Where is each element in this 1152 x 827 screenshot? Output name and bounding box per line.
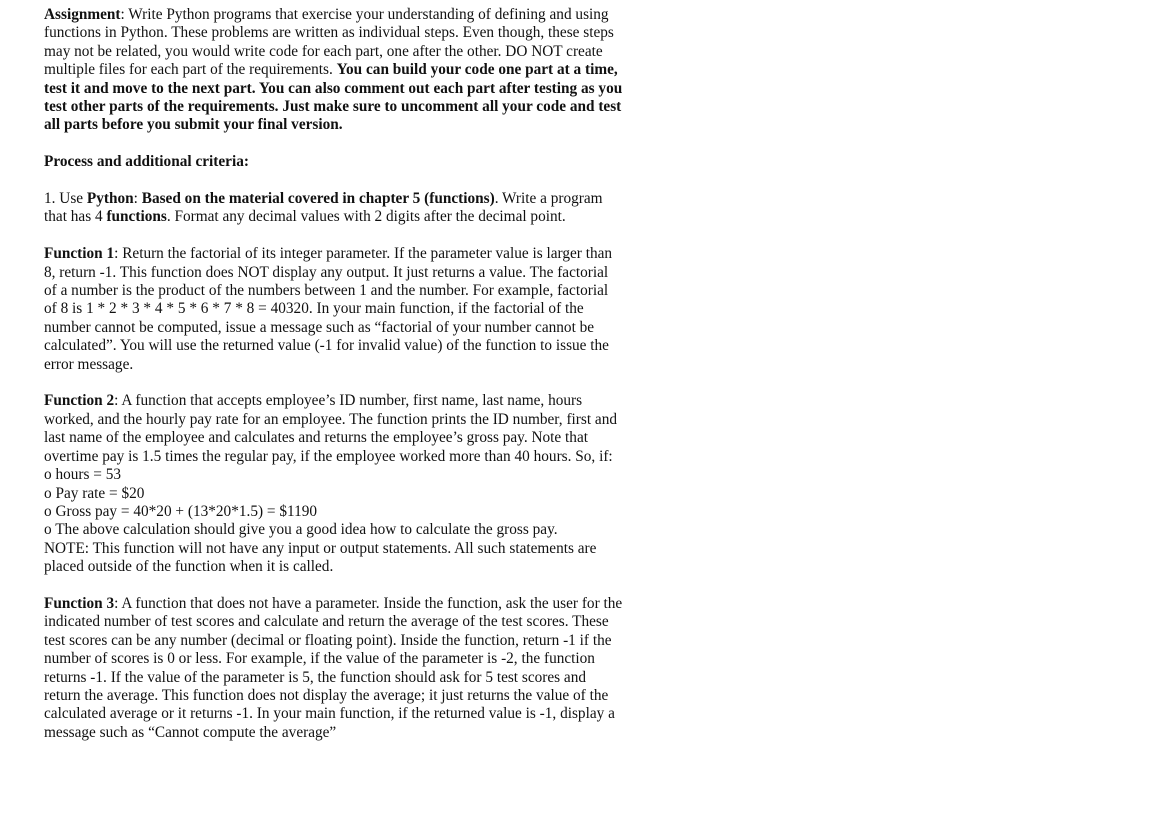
function2-bullet: o hours = 53 — [44, 466, 122, 484]
process-heading — [44, 153, 624, 171]
function2-bullet: o Pay rate = $20 — [44, 484, 145, 502]
function1-paragraph — [44, 245, 624, 374]
function2-label: Function 2 — [44, 392, 115, 410]
item1-end: . Format any decimal values with 2 digits after the decimal point. — [166, 208, 566, 226]
function2-note: NOTE: This function will not have any input or output statements. All such statements are placed outside of the function when it is called. — [44, 539, 597, 576]
assignment-label: Assignment — [44, 6, 121, 23]
item1-python: Python — [86, 190, 134, 208]
function1-text: : Return the factorial of its integer parameter. If the parameter value is larger than 8, return -1. This function does NOT display any output. It just returns a value. The factorial of a number is the product of the numbers between 1 and the number. For example, factorial of 8 is 1 * 2 * 3 * 4 * 5 * 6 * 7 * 8 = 40320. In your main function, if the factorial of the number cannot be computed, issue a message such as “factorial of your number cannot be calculated”. You will use the returned value (-1 for invalid value) of the function to issue the error message. — [44, 245, 613, 373]
item1-prefix: 1. Use — [44, 190, 87, 208]
function3-text: : A function that does not have a parameter. Inside the function, ask the user for the indicated number of test scores and calculate and return the average of the test scores. These test scores can be any number (decimal or floating point). Inside the function, return -1 if the number of scores is 0 or less. For example, if the value of the parameter is -2, the function returns -1. If the value of the parameter is 5, the function should ask for 5 test scores and return the average. This function does not display the average; it just returns the value of the calculated average or it returns -1. In your main function, if the returned value is -1, display a message such as “Cannot compute the average” — [44, 594, 623, 741]
item1-mid: . Write a program that has 4 — [44, 190, 603, 226]
item1-paragraph — [44, 190, 624, 227]
function2-bullet: o The above calculation should give you a good idea how to calculate the gross pay. — [44, 521, 558, 539]
assignment-paragraph — [44, 6, 624, 135]
process-heading-text: Process and additional criteria: — [44, 153, 249, 171]
item1-bold-material: Based on the material covered in chapter 5 (functions) — [141, 190, 495, 208]
function3-paragraph — [44, 595, 624, 742]
item1-bold-functions: functions — [106, 208, 167, 226]
item1-colon: : — [133, 190, 142, 208]
function2-text: : A function that accepts employee’s ID number, first name, last name, hours worked, and the hourly pay rate for an employee. The function prints the ID number, first and last name of the employee and calculates and returns the employee’s gross pay. Note that overtime pay is 1.5 times the regular pay, if the employee worked more than 40 hours. So, if: — [44, 392, 617, 465]
function1-label: Function 1 — [44, 245, 115, 263]
assignment-text: : Write Python programs that exercise your understanding of defining and using functions in Python. These problems are written as individual steps. Even though, these steps may not be related, you would write code for each part, one after the other. DO NOT create multiple files for each part of the requirements. — [44, 6, 614, 79]
assignment-document — [44, 6, 624, 742]
function3-label: Function 3 — [44, 594, 115, 612]
function2-paragraph — [44, 392, 624, 466]
function2-bullet: o Gross pay = 40*20 + (13*20*1.5) = $1190 — [44, 502, 318, 520]
assignment-bold-text: You can build your code one part at a time, test it and move to the next part. You can also comment out each part after testing as you test other parts of the requirements. Just make sure to uncomment all your code and test all parts before you submit your final version. — [44, 61, 623, 134]
